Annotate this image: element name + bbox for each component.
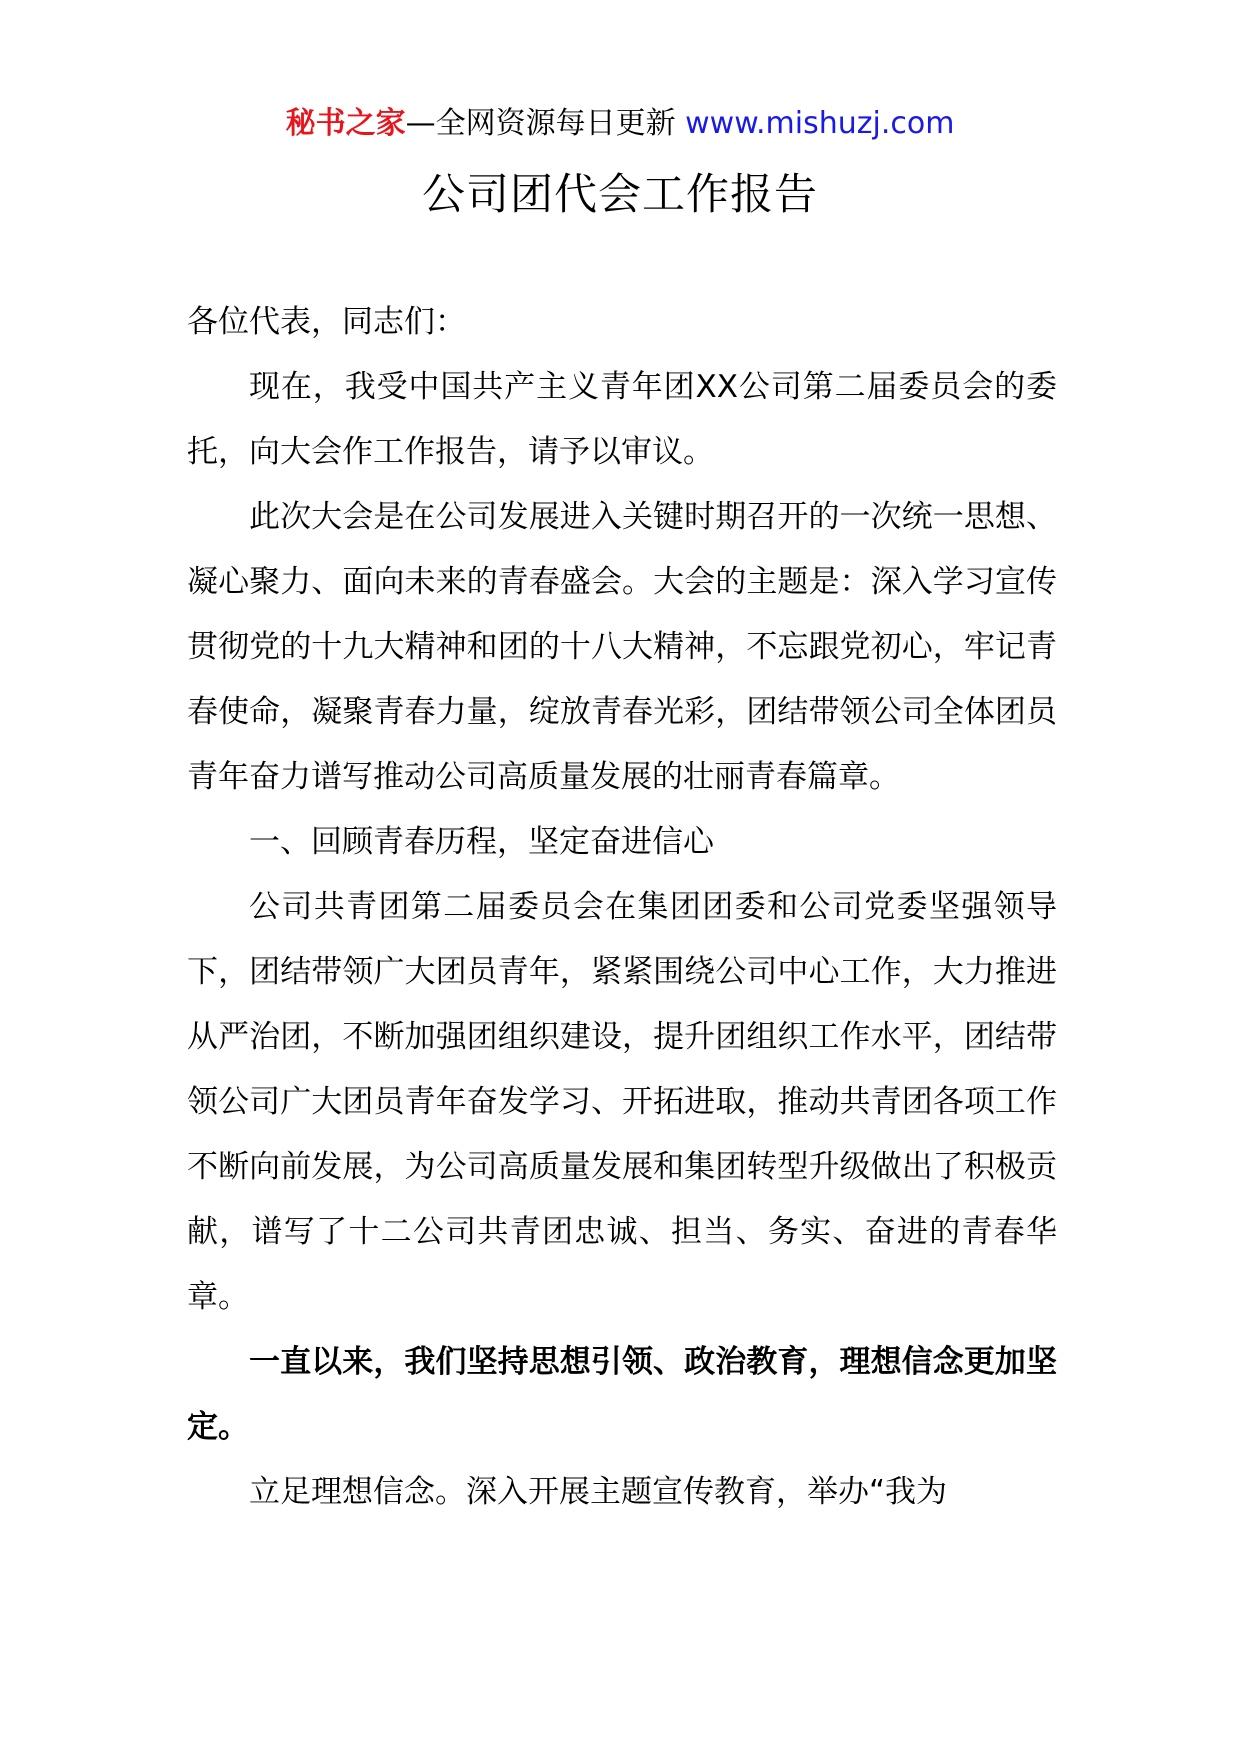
header-url-link[interactable]: www.mishuzj.com <box>685 106 955 141</box>
bold-subheading: 一直以来，我们坚持思想引领、政治教育，理想信念更加坚定。 <box>187 1344 1057 1445</box>
paragraph-ideals: 立足理想信念。深入开展主题宣传教育，举办“我为 <box>249 1474 948 1510</box>
paragraph-intro: 现在，我受中国共产主义青年团XX公司第二届委员会的委托，向大会作工作报告，请予以审议。 <box>187 369 1057 470</box>
document-title: 公司团代会工作报告 <box>422 170 818 220</box>
salutation: 各位代表，同志们： <box>187 304 466 340</box>
section-heading-1: 一、回顾青春历程，坚定奋进信心 <box>249 824 714 860</box>
paragraph-review: 公司共青团第二届委员会在集团团委和公司党委坚强领导下，团结带领广大团员青年，紧紧围绕公司中心工作，大力推进从严治团，不断加强团组织建设，提升团组织工作水平，团结带领公司广大团员青年奋发学习、开拓进取，推动共青团各项工作不断向前发展，为公司高质量发展和集团转型升级做出了积极贡献，谱写了十二公司共青团忠诚、担当、务实、奋进的青春华章。 <box>187 889 1057 1315</box>
document-body <box>187 290 1057 1525</box>
paragraph-theme: 此次大会是在公司发展进入关键时期召开的一次统一思想、凝心聚力、面向未来的青春盛会。大会的主题是：深入学习宣传贯彻党的十九大精神和团的十八大精神，不忘跟党初心，牢记青春使命，凝聚青春力量，绽放青春光彩，团结带领公司全体团员青年奋力谱写推动公司高质量发展的壮丽青春篇章。 <box>187 499 1057 795</box>
header-slogan: —全网资源每日更新 <box>405 106 686 141</box>
site-header <box>0 100 1240 148</box>
brand-name: 秘书之家 <box>285 106 406 141</box>
